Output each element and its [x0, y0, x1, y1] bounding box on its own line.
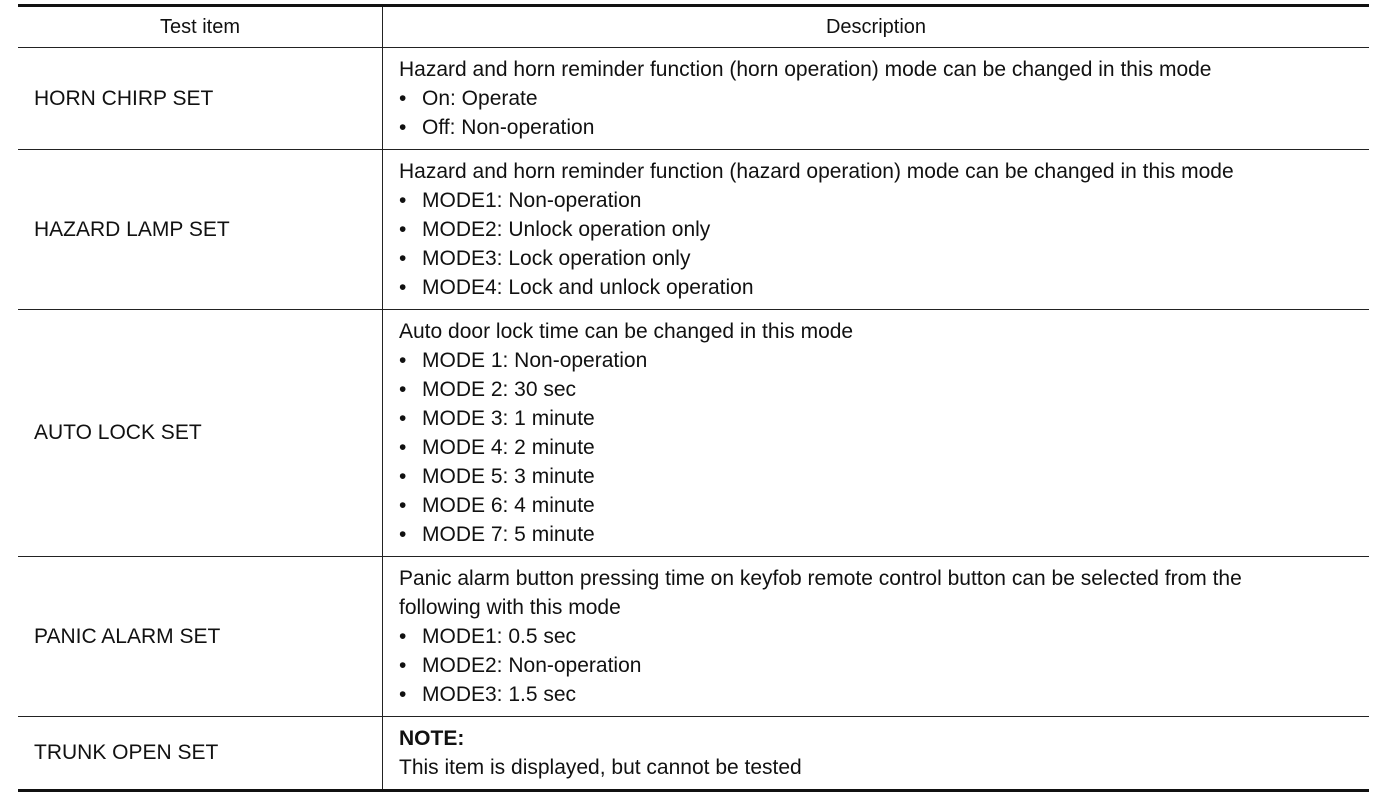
- description-intro: following with this mode: [399, 596, 621, 619]
- table-row: [18, 310, 1369, 557]
- table-row: [18, 717, 1369, 791]
- description-bullet: • MODE1: 0.5 sec: [399, 625, 577, 648]
- description-bullet: • MODE2: Unlock operation only: [399, 218, 711, 241]
- description-bullet: • MODE3: Lock operation only: [399, 247, 691, 270]
- header-test-item: Test item: [18, 6, 383, 48]
- description-bullet: • MODE 7: 5 minute: [399, 523, 595, 546]
- table-header-row: [18, 6, 1369, 48]
- table-row: [18, 48, 1369, 150]
- description-bullet: • MODE4: Lock and unlock operation: [399, 276, 754, 299]
- description-bullet: • MODE3: 1.5 sec: [399, 683, 577, 706]
- test-item-description: [383, 48, 1370, 150]
- test-item-name: HORN CHIRP SET: [18, 48, 383, 150]
- description-intro: Auto door lock time can be changed in this mode: [399, 320, 854, 343]
- description-bullet: • MODE 3: 1 minute: [399, 407, 595, 430]
- test-item-description: [383, 717, 1370, 791]
- description-bullet: • MODE 6: 4 minute: [399, 494, 595, 517]
- test-item-name: PANIC ALARM SET: [18, 557, 383, 717]
- description-bullet: • MODE 1: Non-operation: [399, 349, 648, 372]
- description-bullet: • Off: Non-operation: [399, 116, 595, 139]
- note-text: This item is displayed, but cannot be tested: [399, 756, 802, 779]
- note-label: NOTE:: [399, 727, 465, 750]
- description-bullet: • MODE 2: 30 sec: [399, 378, 577, 401]
- description-intro: Hazard and horn reminder function (horn operation) mode can be changed in this mode: [399, 58, 1212, 81]
- test-item-description: [383, 310, 1370, 557]
- test-item-name: AUTO LOCK SET: [18, 310, 383, 557]
- test-item-name: TRUNK OPEN SET: [18, 717, 383, 791]
- test-item-name: HAZARD LAMP SET: [18, 150, 383, 310]
- description-bullet: • MODE2: Non-operation: [399, 654, 642, 677]
- description-intro: Hazard and horn reminder function (hazard operation) mode can be changed in this mode: [399, 160, 1234, 183]
- table-row: [18, 557, 1369, 717]
- description-bullet: • MODE 4: 2 minute: [399, 436, 595, 459]
- description-bullet: • MODE 5: 3 minute: [399, 465, 595, 488]
- test-item-description: [383, 557, 1370, 717]
- test-item-table: [18, 4, 1369, 792]
- header-description: Description: [383, 6, 1370, 48]
- table-row: [18, 150, 1369, 310]
- description-intro: Panic alarm button pressing time on keyfob remote control button can be selected from the: [399, 567, 1242, 590]
- test-item-description: [383, 150, 1370, 310]
- description-bullet: • MODE1: Non-operation: [399, 189, 642, 212]
- description-bullet: • On: Operate: [399, 87, 538, 110]
